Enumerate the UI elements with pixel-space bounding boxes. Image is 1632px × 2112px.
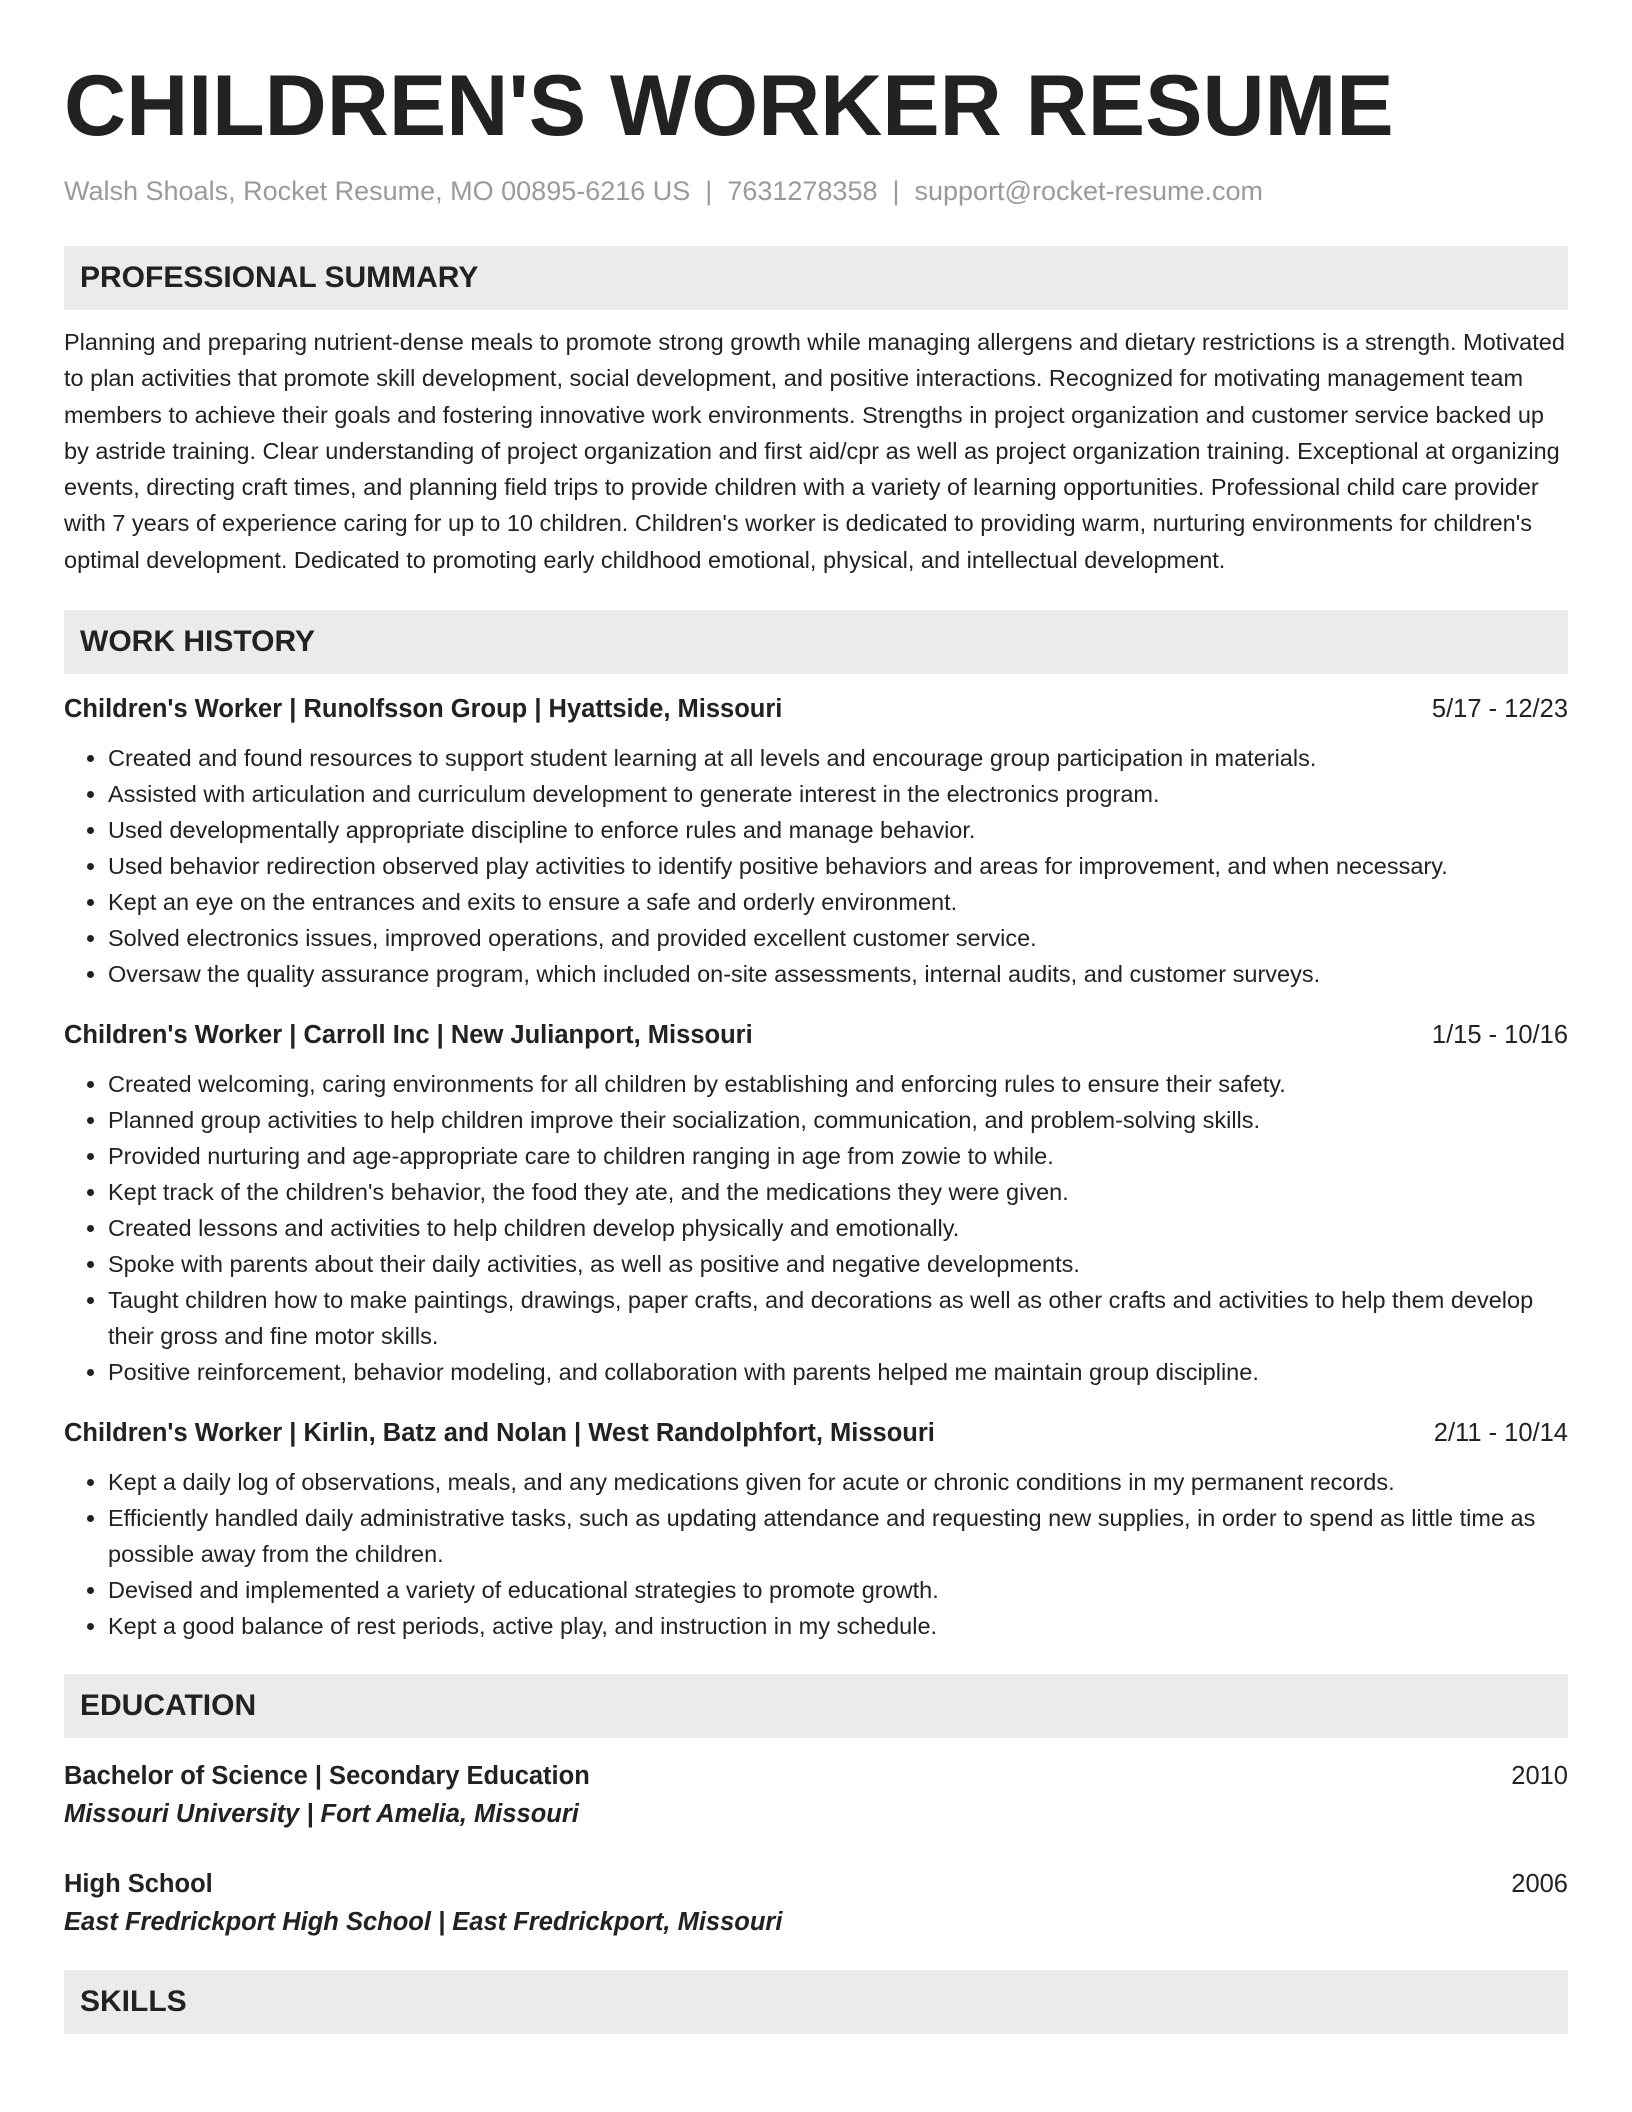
- education-year: 2006: [1511, 1870, 1568, 1899]
- resume-title: CHILDREN'S WORKER RESUME: [64, 58, 1394, 154]
- job-header: [64, 1416, 1568, 1450]
- education-degree: High School: [64, 1870, 213, 1899]
- contact-line: [64, 174, 1568, 208]
- job-dates: 2/11 - 10/14: [1433, 1419, 1568, 1448]
- education-header: [64, 1866, 1568, 1902]
- job-bullet: • Positive reinforcement, behavior modeling, and collaboration with parents helped me maintain group discipline.: [108, 1354, 1568, 1390]
- job-bullet: • Kept an eye on the entrances and exits to ensure a safe and orderly environment.: [108, 884, 1568, 920]
- education-header: [64, 1758, 1568, 1794]
- education-degree: Bachelor of Science | Secondary Education: [64, 1762, 590, 1791]
- job-bullet: • Taught children how to make paintings, drawings, paper crafts, and decorations as well as other crafts and activities to help them develop their gross and fine motor skills.: [108, 1282, 1568, 1354]
- education-school: East Fredrickport High School | East Fredrickport, Missouri: [64, 1908, 783, 1937]
- job-bullet: • Created and found resources to support student learning at all levels and encourage group participation in materials.: [108, 740, 1568, 776]
- job-entry: [64, 692, 1568, 992]
- job-entry: [64, 1416, 1568, 1644]
- job-bullet: • Assisted with articulation and curriculum development to generate interest in the electronics program.: [108, 776, 1568, 812]
- job-bullet: • Kept track of the children's behavior, the food they ate, and the medications they were given.: [108, 1174, 1568, 1210]
- education-entry: [64, 1866, 1568, 1940]
- job-dates: 1/15 - 10/16: [1431, 1021, 1568, 1050]
- job-bullet: • Planned group activities to help children improve their socialization, communication, and problem-solving skills.: [108, 1102, 1568, 1138]
- job-header: [64, 692, 1568, 726]
- job-entry: [64, 1018, 1568, 1390]
- job-bullet: • Solved electronics issues, improved operations, and provided excellent customer service.: [108, 920, 1568, 956]
- job-bullet: • Used behavior redirection observed play activities to identify positive behaviors and areas for improvement, and when necessary.: [108, 848, 1568, 884]
- section-header-education: EDUCATION: [64, 1674, 1568, 1738]
- contact-phone: 7631278358: [727, 176, 878, 206]
- job-heading: Children's Worker | Kirlin, Batz and Nolan | West Randolphfort, Missouri: [64, 1419, 935, 1448]
- section-header-work-history: WORK HISTORY: [64, 610, 1568, 674]
- job-bullet: • Provided nurturing and age-appropriate care to children ranging in age from zowie to while.: [108, 1138, 1568, 1174]
- job-heading: Children's Worker | Runolfsson Group | Hyattside, Missouri: [64, 695, 783, 724]
- job-bullet-list: [64, 1464, 1568, 1644]
- contact-email: support@rocket-resume.com: [914, 176, 1264, 206]
- job-bullet-list: [64, 1066, 1568, 1390]
- job-header: [64, 1018, 1568, 1052]
- section-header-summary: PROFESSIONAL SUMMARY: [64, 246, 1568, 310]
- contact-separator: |: [705, 176, 713, 206]
- job-bullet: • Oversaw the quality assurance program, which included on-site assessments, internal audits, and customer surveys.: [108, 956, 1568, 992]
- job-bullet: • Efficiently handled daily administrative tasks, such as updating attendance and requesting new supplies, in order to spend as little time as possible away from the children.: [108, 1500, 1568, 1572]
- job-bullet-list: [64, 740, 1568, 992]
- contact-separator: |: [892, 176, 900, 206]
- contact-address: Walsh Shoals, Rocket Resume, MO 00895-6216 US: [64, 176, 691, 206]
- job-bullet: • Spoke with parents about their daily activities, as well as positive and negative developments.: [108, 1246, 1568, 1282]
- job-dates: 5/17 - 12/23: [1431, 695, 1568, 724]
- job-bullet: • Created lessons and activities to help children develop physically and emotionally.: [108, 1210, 1568, 1246]
- education-year: 2010: [1511, 1762, 1568, 1791]
- education-school: Missouri University | Fort Amelia, Missouri: [64, 1800, 579, 1829]
- section-header-skills: SKILLS: [64, 1970, 1568, 2034]
- job-bullet: • Created welcoming, caring environments for all children by establishing and enforcing rules to ensure their safety.: [108, 1066, 1568, 1102]
- job-bullet: • Kept a daily log of observations, meals, and any medications given for acute or chronic conditions in my permanent records.: [108, 1464, 1568, 1500]
- work-history-list: [64, 692, 1568, 1644]
- summary-text: Planning and preparing nutrient-dense meals to promote strong growth while managing allergens and dietary restrictions is a strength. Motivated to plan activities that promote skill development, social development, and positive interactions. Recognized for motivating management team members to achieve their goals and fostering innovative work environments. Strengths in project organization and customer service backed up by astride training. Clear understanding of project organization and first aid/cpr as well as project organization training. Exceptional at organizing events, directing craft times, and planning field trips to provide children with a variety of learning opportunities. Professional child care provider with 7 years of experience caring for up to 10 children. Children's worker is dedicated to providing warm, nurturing environments for children's optimal development. Dedicated to promoting early childhood emotional, physical, and intellectual development.: [64, 329, 1565, 573]
- education-entry: [64, 1758, 1568, 1832]
- job-heading: Children's Worker | Carroll Inc | New Julianport, Missouri: [64, 1021, 753, 1050]
- job-bullet: • Devised and implemented a variety of educational strategies to promote growth.: [108, 1572, 1568, 1608]
- job-bullet: • Kept a good balance of rest periods, active play, and instruction in my schedule.: [108, 1608, 1568, 1644]
- job-bullet: • Used developmentally appropriate discipline to enforce rules and manage behavior.: [108, 812, 1568, 848]
